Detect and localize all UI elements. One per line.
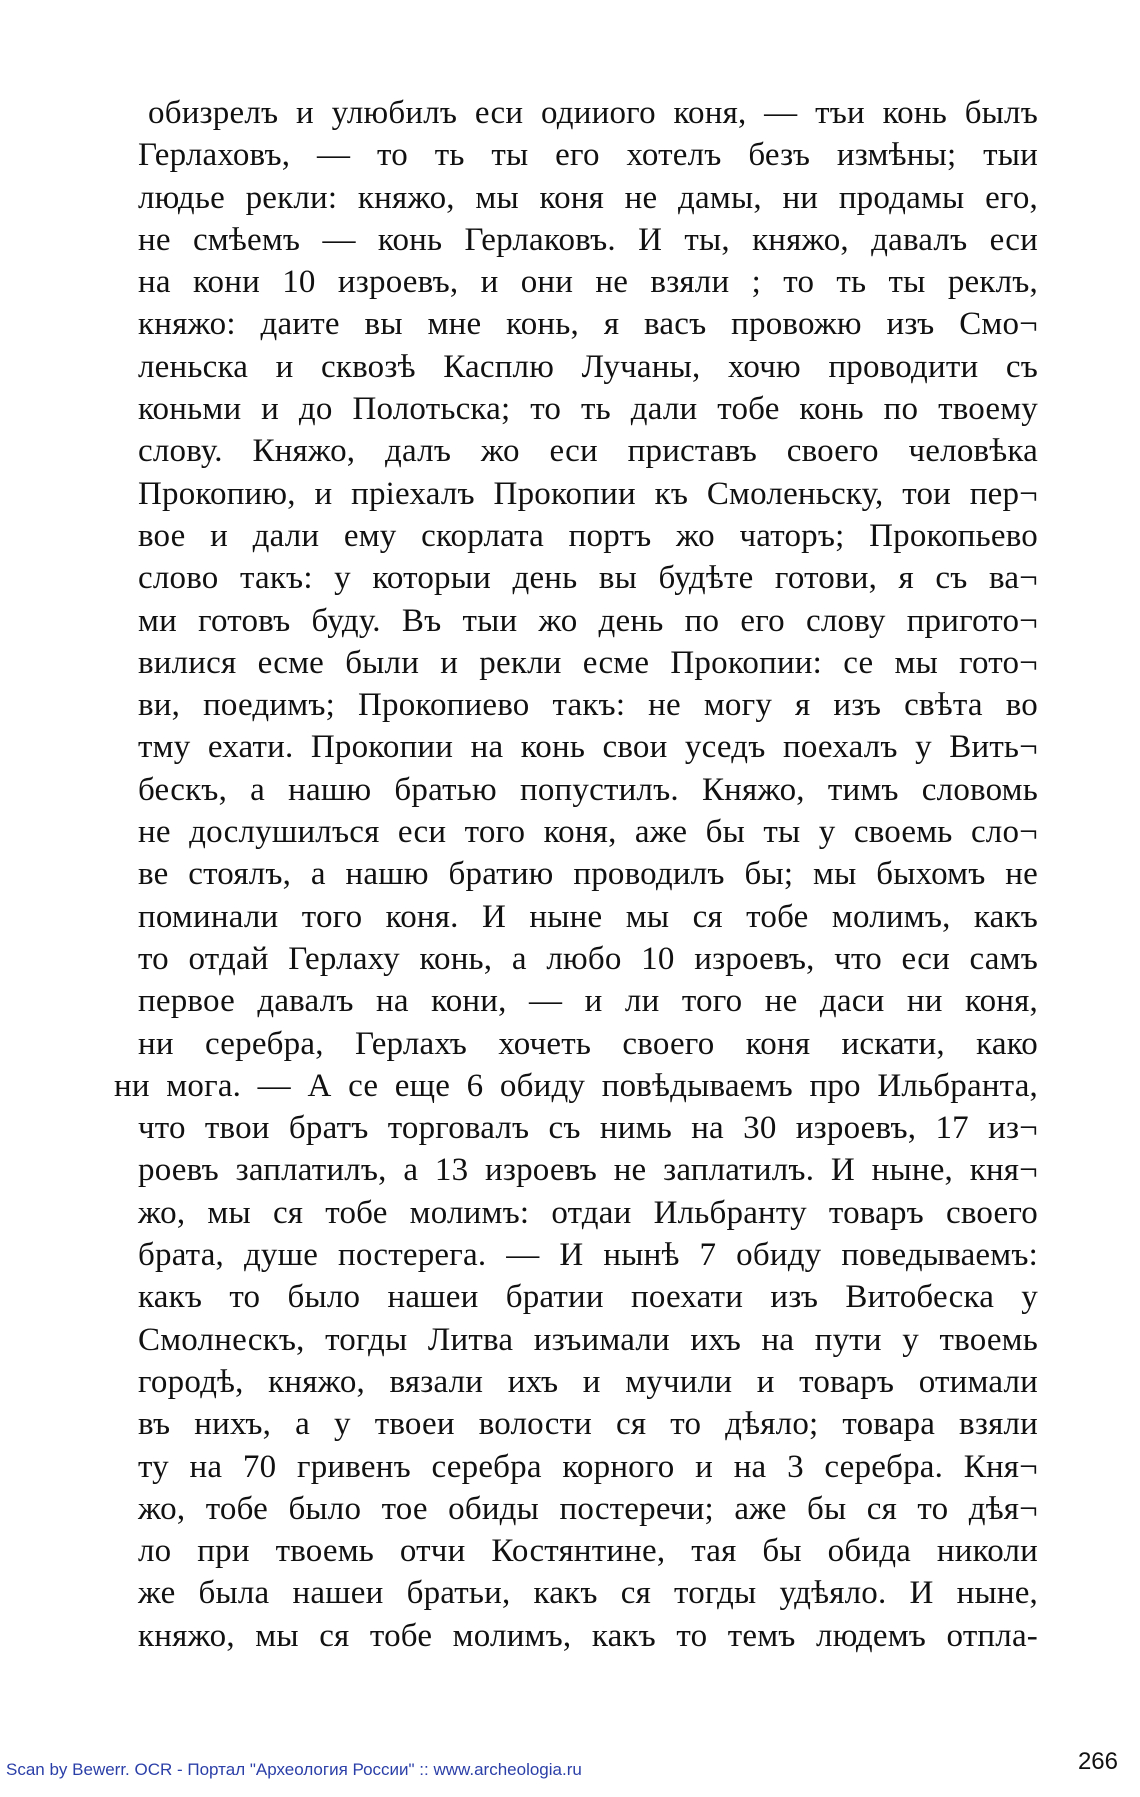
text-line-18: не дослушилъся еси того коня, аже бы ты у своемь сло¬ — [138, 814, 1038, 851]
text-line-28: брата, душе постерега. — И нынѣ 7 обиду поведываемъ: — [138, 1237, 1038, 1274]
text-line-17: бескъ, а нашю братью попустилъ. Княжо, тимъ словомь — [138, 771, 1038, 808]
text-line-34: жо, тобе было тое обиды постеречи; аже бы ся то дѣя¬ — [138, 1490, 1038, 1527]
text-line-25: что твои братъ торговалъ съ нимь на 30 изроевъ, 17 из¬ — [138, 1110, 1038, 1147]
text-line-30: Смолнескъ, тогды Литва изъимали ихъ на пути у твоемь — [138, 1321, 1038, 1358]
text-line-21: то отдай Герлаху конь, а любо 10 изроевъ, что еси самъ — [138, 940, 1038, 977]
text-line-11: вое и дали ему скорлата портъ жо чаторъ; Прокопьево — [138, 517, 1038, 554]
page-number: 266 — [1077, 1748, 1118, 1775]
text-line-4: не смѣемъ — конь Герлаковъ. И ты, княжо, давалъ еси — [138, 221, 1038, 258]
scan-credit: Scan by Bewerr. OCR - Портал "Археология России" :: www.archeologia.ru — [6, 1760, 582, 1779]
text-line-19: ве стоялъ, а нашю братию проводилъ бы; мы быхомъ не — [138, 856, 1038, 893]
text-line-33: ту на 70 гривенъ серебра корного и на 3 серебра. Кня¬ — [138, 1448, 1038, 1485]
text-line-1: обизрелъ и улюбилъ еси одииого коня, — тъи конь былъ — [148, 95, 1038, 131]
text-line-6: княжо: даите вы мне конь, я васъ провожю изъ Смо¬ — [138, 306, 1038, 343]
text-line-20: поминали того коня. И ныне мы ся тобе молимъ, какъ — [138, 898, 1038, 935]
text-line-15: ви, поедимъ; Прокопиево такъ: не могу я изъ свѣта во — [138, 687, 1038, 724]
text-line-37: княжо, мы ся тобе молимъ, какъ то темъ людемъ отпла- — [138, 1617, 1038, 1654]
body-text — [114, 92, 1038, 1657]
text-line-35: ло при твоемь отчи Костянтине, тая бы обида николи — [138, 1533, 1038, 1570]
text-line-5: на кони 10 изроевъ, и они не взяли ; то ть ты реклъ, — [138, 264, 1038, 301]
text-line-10: Прокопию, и пріехалъ Прокопии къ Смоленьску, тои пер¬ — [138, 475, 1038, 512]
text-line-29: какъ то было нашеи братии поехати изъ Витобеска у — [138, 1279, 1038, 1316]
text-line-23: ни серебра, Герлахъ хочеть своего коня искати, како — [138, 1025, 1038, 1062]
text-line-13: ми готовъ буду. Въ тыи жо день по его слову пригото¬ — [138, 602, 1038, 639]
text-line-22: первое давалъ на кони, — и ли того не даси ни коня, — [138, 983, 1038, 1020]
text-line-8: коньми и до Полотьска; то ть дали тобе конь по твоему — [138, 391, 1038, 428]
text-line-14: вилися есме были и рекли есме Прокопии: се мы гото¬ — [138, 644, 1038, 681]
text-line-9: слову. Княжо, далъ жо еси приставъ своего человѣка — [138, 433, 1038, 470]
text-line-3: людье рекли: княжо, мы коня не дамы, ни продамы его, — [138, 179, 1038, 216]
text-line-27: жо, мы ся тобе молимъ: отдаи Ильбранту товаръ своего — [138, 1194, 1038, 1231]
text-line-32: въ нихъ, а у твоеи волости ся то дѣяло; товара взяли — [138, 1406, 1038, 1443]
text-line-12: слово такъ: у которыи день вы будѣте готови, я съ ва¬ — [138, 560, 1038, 597]
text-line-16: тму ехати. Прокопии на конь свои уседъ поехалъ у Вить¬ — [138, 729, 1038, 766]
text-line-36: же была нашеи братьи, какъ ся тогды удѣяло. И ныне, — [138, 1575, 1038, 1612]
text-line-31: городѣ, княжо, вязали ихъ и мучили и товаръ отимали — [138, 1363, 1038, 1400]
text-line-26: роевъ заплатилъ, а 13 изроевъ не заплатилъ. И ныне, кня¬ — [138, 1152, 1038, 1189]
text-line-24: ни мога. — А се еще 6 обиду повѣдываемъ про Ильбранта, — [114, 1067, 1038, 1104]
text-line-7: леньска и сквозѣ Касплю Лучаны, хочю проводити съ — [138, 348, 1038, 385]
text-line-2: Герлаховъ, — то ть ты его хотелъ безъ измѣны; тыи — [138, 137, 1038, 174]
